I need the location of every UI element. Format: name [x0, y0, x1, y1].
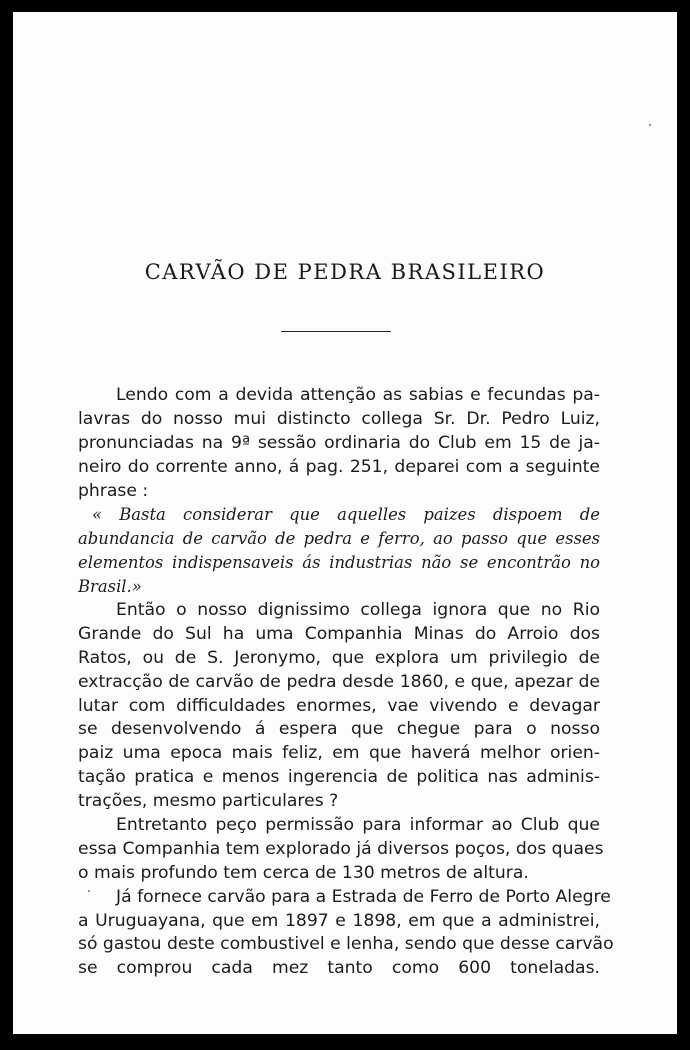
- document-page: [13, 12, 677, 1034]
- text-line: Então o nosso dignissimo collega ignora que no Rio: [116, 600, 600, 621]
- text-line: elementos indispensaveis ás industrias não se encontrão no: [78, 553, 600, 573]
- text-line: abundancia de carvão de pedra e ferro, ao passo que esses: [78, 529, 600, 549]
- text-line: tação pratica e menos ingerencia de politica nas adminis-: [78, 767, 600, 788]
- text-line: pronunciadas na 9ª sessão ordinaria do Club em 15 de ja-: [78, 432, 600, 453]
- text-line: Já fornece carvão para a Estrada de Ferro de Porto Alegre: [116, 886, 611, 907]
- text-line: lavras do nosso mui distincto collega Sr. Dr. Pedro Luiz,: [78, 408, 600, 429]
- text-line: Ratos, ou de S. Jeronymo, que explora um privilegio de: [78, 647, 600, 668]
- text-line: Entretanto peço permissão para informar ao Club que: [116, 815, 600, 836]
- paper-speck: [88, 890, 90, 892]
- text-line: extracção de carvão de pedra desde 1860, e que, apezar de: [78, 671, 600, 692]
- text-line: trações, mesmo particulares ?: [78, 791, 339, 812]
- document-title: CARVÃO DE PEDRA BRASILEIRO: [144, 260, 546, 284]
- text-line: se comprou cada mez tanto como 600 toneladas.: [78, 958, 600, 979]
- text-line: « Basta considerar que aquelles paizes dispoem de: [92, 505, 600, 525]
- document-body: [78, 384, 614, 981]
- text-line: o mais profundo tem cerca de 130 metros de altura.: [78, 862, 529, 883]
- text-line: paiz uma epoca mais feliz, em que haverá melhor orien-: [78, 743, 600, 764]
- text-line: essa Companhia tem explorado já diversos poços, dos quaes: [78, 838, 604, 859]
- text-line: lutar com difficuldades enormes, vae vivendo e devagar: [78, 695, 600, 716]
- text-line: Grande do Sul ha uma Companhia Minas do Arroio dos: [78, 623, 600, 644]
- text-line: se desenvolvendo á espera que chegue para o nosso: [78, 719, 600, 740]
- text-line: phrase :: [78, 480, 149, 501]
- paper-speck: [649, 124, 651, 126]
- text-line: Lendo com a devida attenção as sabias e fecundas pa-: [116, 385, 600, 405]
- title-divider-rule: [281, 331, 391, 332]
- text-line: a Uruguayana, que em 1897 e 1898, em que a administrei,: [78, 910, 600, 931]
- text-line: só gastou deste combustivel e lenha, sendo que desse carvão: [78, 934, 614, 955]
- text-line: neiro do corrente anno, á pag. 251, deparei com a seguinte: [78, 456, 600, 477]
- text-line: Brasil.»: [78, 577, 142, 597]
